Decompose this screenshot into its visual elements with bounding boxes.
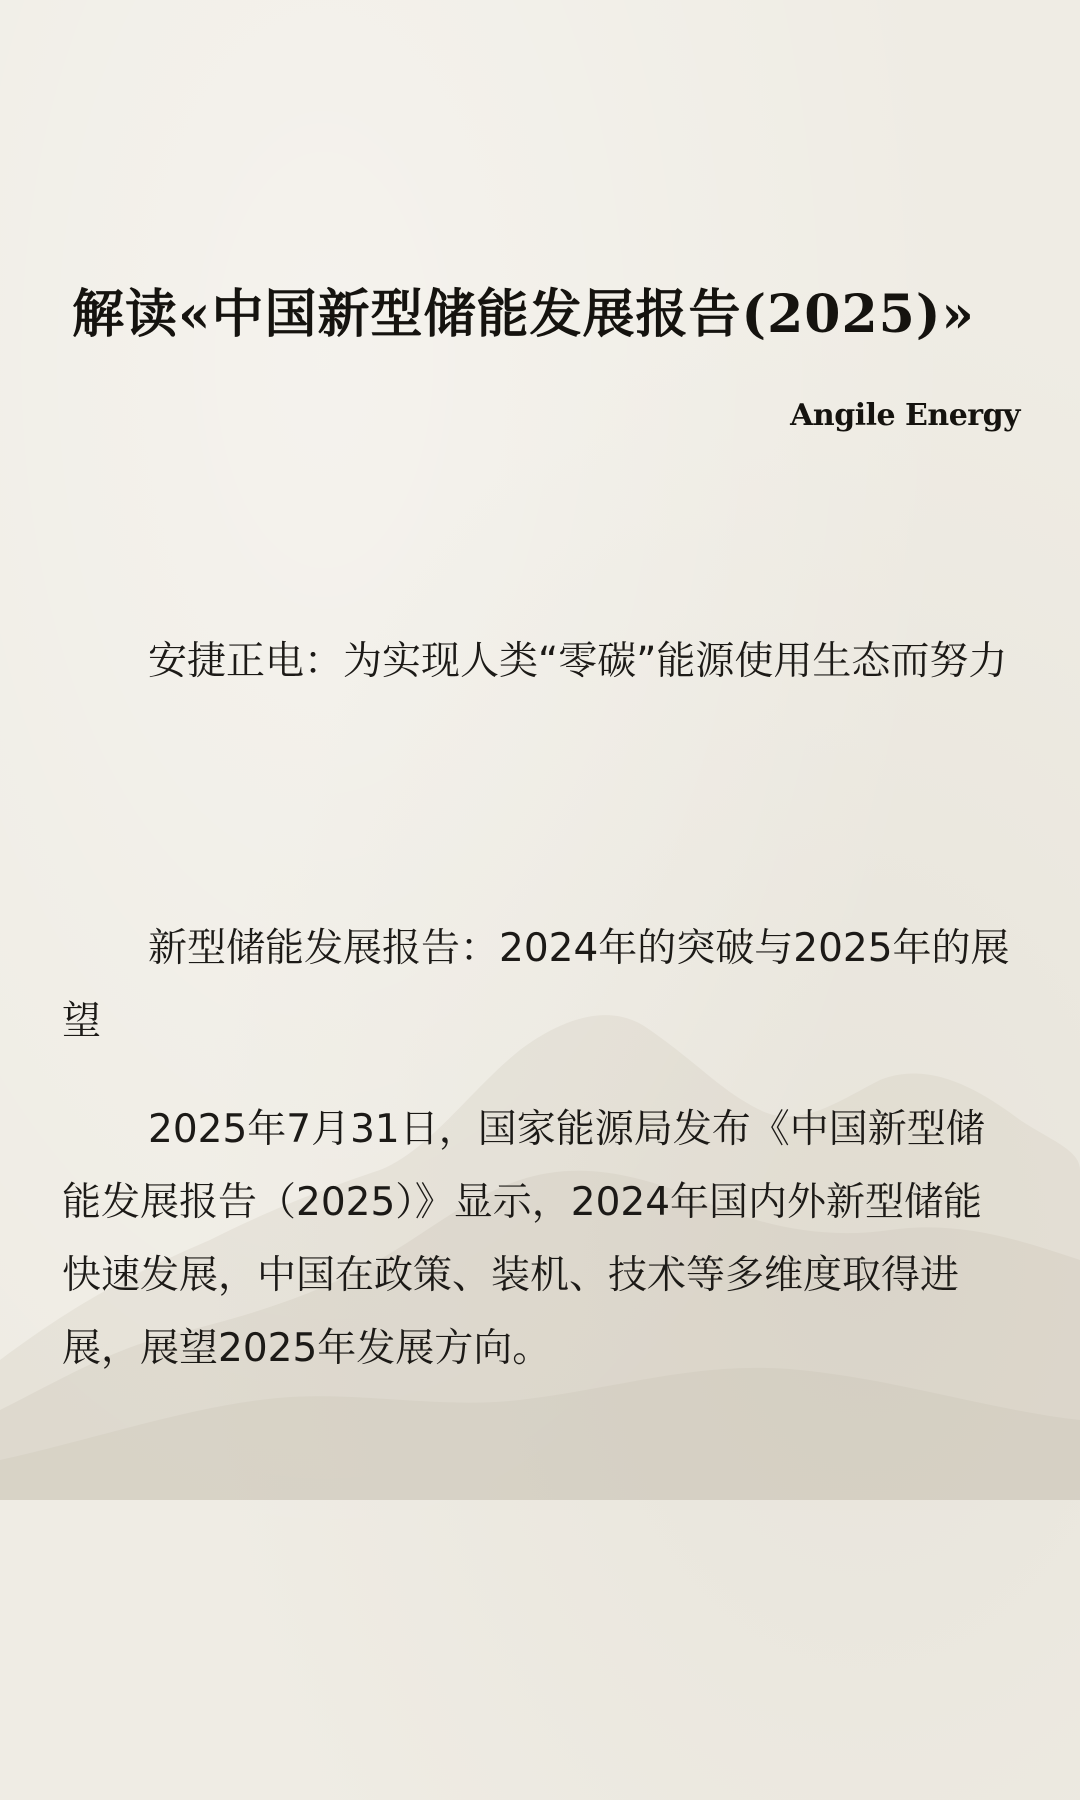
page-title: 解读«中国新型储能发展报告(2025)» — [72, 284, 975, 345]
author-name: Angile Energy — [790, 398, 1020, 433]
paragraph-1: 安捷正电：为实现人类“零碳”能源使用生态而努力 — [148, 639, 1008, 684]
paragraph-2: 新型储能发展报告：2024年的突破与2025年的展望 — [62, 926, 1010, 1044]
paragraph-3: 2025年7月31日，国家能源局发布《中国新型储能发展报告（2025）》显示，2024年国内外新型储能快速发展，中国在政策、装机、技术等多维度取得进展，展望2025年发展方向。 — [62, 1107, 985, 1371]
